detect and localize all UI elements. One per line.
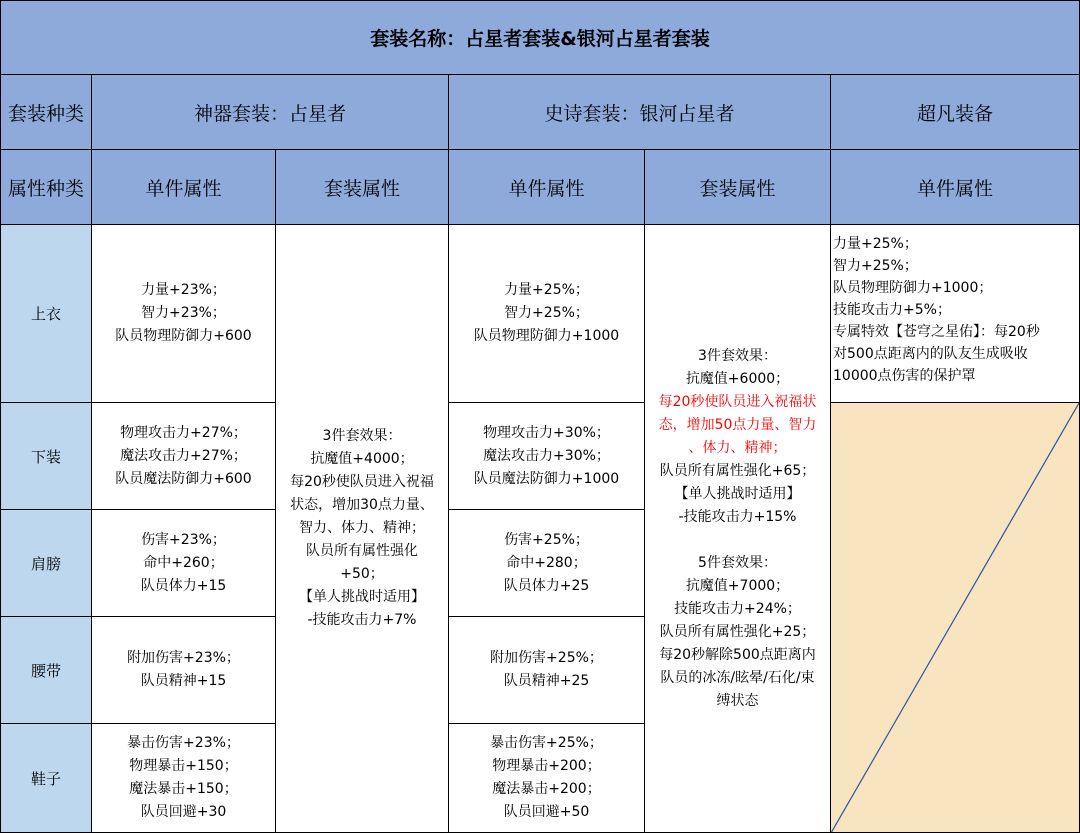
epic-single-top [449,225,645,403]
attr-line: 队员体力+25 [503,577,590,594]
artifact-set-header: 神器套装：占星者 [92,75,449,150]
epic-single-shoes [449,724,645,833]
attr-line: 状态，增加30点力量、 [290,497,434,513]
attr-line: 队员体力+15 [140,577,227,594]
attr-line: 物理暴击+150； [129,758,238,774]
artifact-single-belt [92,617,276,724]
attr-line: 伤害+25%； [504,531,589,548]
attr-line: 队员回避+30 [140,804,227,820]
attr-line: 力量+25%； [504,282,589,298]
attr-line: 对500点距离内的队友生成吸收 [833,346,1028,362]
attr-line: 智力、体力、精神； [298,520,425,536]
set-type-label: 套装种类 [0,75,92,150]
attr-line: 技能攻击力+24%； [674,600,801,617]
transcend-single-header: 单件属性 [831,150,1080,225]
attr-line: 技能攻击力+5%； [833,302,951,318]
slot-label-shoulder: 肩膀 [0,510,92,617]
attr-line: 智力+23%； [141,305,226,321]
attr-line: 抗魔值+6000； [685,370,790,387]
spacer-line [659,529,817,552]
table-title: 套装名称：占星者套装&银河占星者套装 [0,0,1080,75]
epic-set-header: 史诗套装：银河占星者 [449,75,831,150]
attr-line: 队员魔法防御力+1000 [473,470,620,487]
artifact-single-header: 单件属性 [92,150,276,225]
slot-label-top: 上衣 [0,225,92,403]
artifact-single-shoes [92,724,276,833]
attr-line: 队员精神+15 [140,673,227,689]
attr-line: 智力+25%； [504,305,589,321]
attr-line: 10000点伤害的保护罩 [833,368,976,384]
attr-line: 暴击伤害+25%； [490,735,603,751]
attr-line: -技能攻击力+15% [678,508,797,525]
artifact-set-attr-header: 套装属性 [276,150,449,225]
epic-set-attrs [645,225,831,833]
attr-line: 3件套效果： [322,428,402,444]
attr-line: 物理暴击+200； [492,758,601,774]
highlight-line: 、体力、精神； [688,439,787,456]
transcend-empty-cell [831,403,1080,833]
attr-line: 伤害+23%； [141,531,226,548]
attr-line: 附加伤害+23%； [127,650,240,666]
highlight-line: 态，增加50点力量、智力 [658,416,817,433]
attr-line: 魔法攻击力+27%； [120,447,247,464]
artifact-single-shoulder [92,510,276,617]
attr-line: +50； [340,566,384,582]
attr-line: 抗魔值+4000； [310,451,414,467]
attr-line: 队员回避+50 [503,804,590,820]
attr-line: 3件套效果： [698,347,777,364]
attr-line: 物理攻击力+27%； [120,424,247,441]
attr-line: 每20秒解除500点距离内 [659,646,816,663]
slot-label-shoes: 鞋子 [0,724,92,833]
attr-line: 队员物理防御力+1000； [833,280,993,296]
highlight-line: 每20秒使队员进入祝福状 [658,393,817,410]
attr-line: 队员所有属性强化+25； [659,623,816,640]
transcend-single-top [831,225,1080,403]
attr-line: 【单人挑战时适用】 [298,589,425,605]
attr-line: 每20秒使队员进入祝福 [290,474,434,490]
diagonal-line [831,403,1079,833]
attr-line: 队员物理防御力+1000 [473,328,620,344]
attr-line: 命中+280； [506,554,587,571]
attr-line: 队员魔法防御力+600 [115,470,252,487]
attr-type-label: 属性种类 [0,150,92,225]
attr-line: -技能攻击力+7% [307,612,417,628]
diagonal-slash [831,403,1080,833]
attr-line: 队员所有属性强化 [305,543,418,559]
attr-line: 暴击伤害+23%； [127,735,240,751]
attr-line: 魔法攻击力+30%； [483,447,610,464]
transcend-header: 超凡装备 [831,75,1080,150]
attr-line: 力量+25%； [833,236,918,252]
attr-line: 力量+23%； [141,282,226,298]
epic-set-attr-header: 套装属性 [645,150,831,225]
attr-line: 魔法暴击+200； [492,781,601,797]
attr-line: 命中+260； [143,554,224,571]
artifact-set-attrs [276,225,449,833]
attr-line: 附加伤害+25%； [490,650,603,666]
attr-line: 队员物理防御力+600 [115,328,252,344]
attr-line: 魔法暴击+150； [129,781,238,797]
epic-single-belt [449,617,645,724]
attr-line: 5件套效果： [698,554,777,571]
artifact-single-top [92,225,276,403]
attr-line: 抗魔值+7000； [685,577,790,594]
epic-single-bottom [449,403,645,510]
attr-line: 队员所有属性强化+65； [659,462,816,479]
attr-line: 【单人挑战时适用】 [674,485,801,502]
epic-single-shoulder [449,510,645,617]
slot-label-bottom: 下装 [0,403,92,510]
epic-single-header: 单件属性 [449,150,645,225]
slot-label-belt: 腰带 [0,617,92,724]
attr-line: 物理攻击力+30%； [483,424,610,441]
attr-line: 专属特效【苍穹之星佑】：每20秒 [833,324,1040,340]
artifact-single-bottom [92,403,276,510]
attr-line: 缚状态 [716,692,759,709]
attr-line: 智力+25%； [833,258,918,274]
attr-line: 队员的冰冻/眩晕/石化/束 [660,669,815,686]
attr-line: 队员精神+25 [503,673,590,689]
